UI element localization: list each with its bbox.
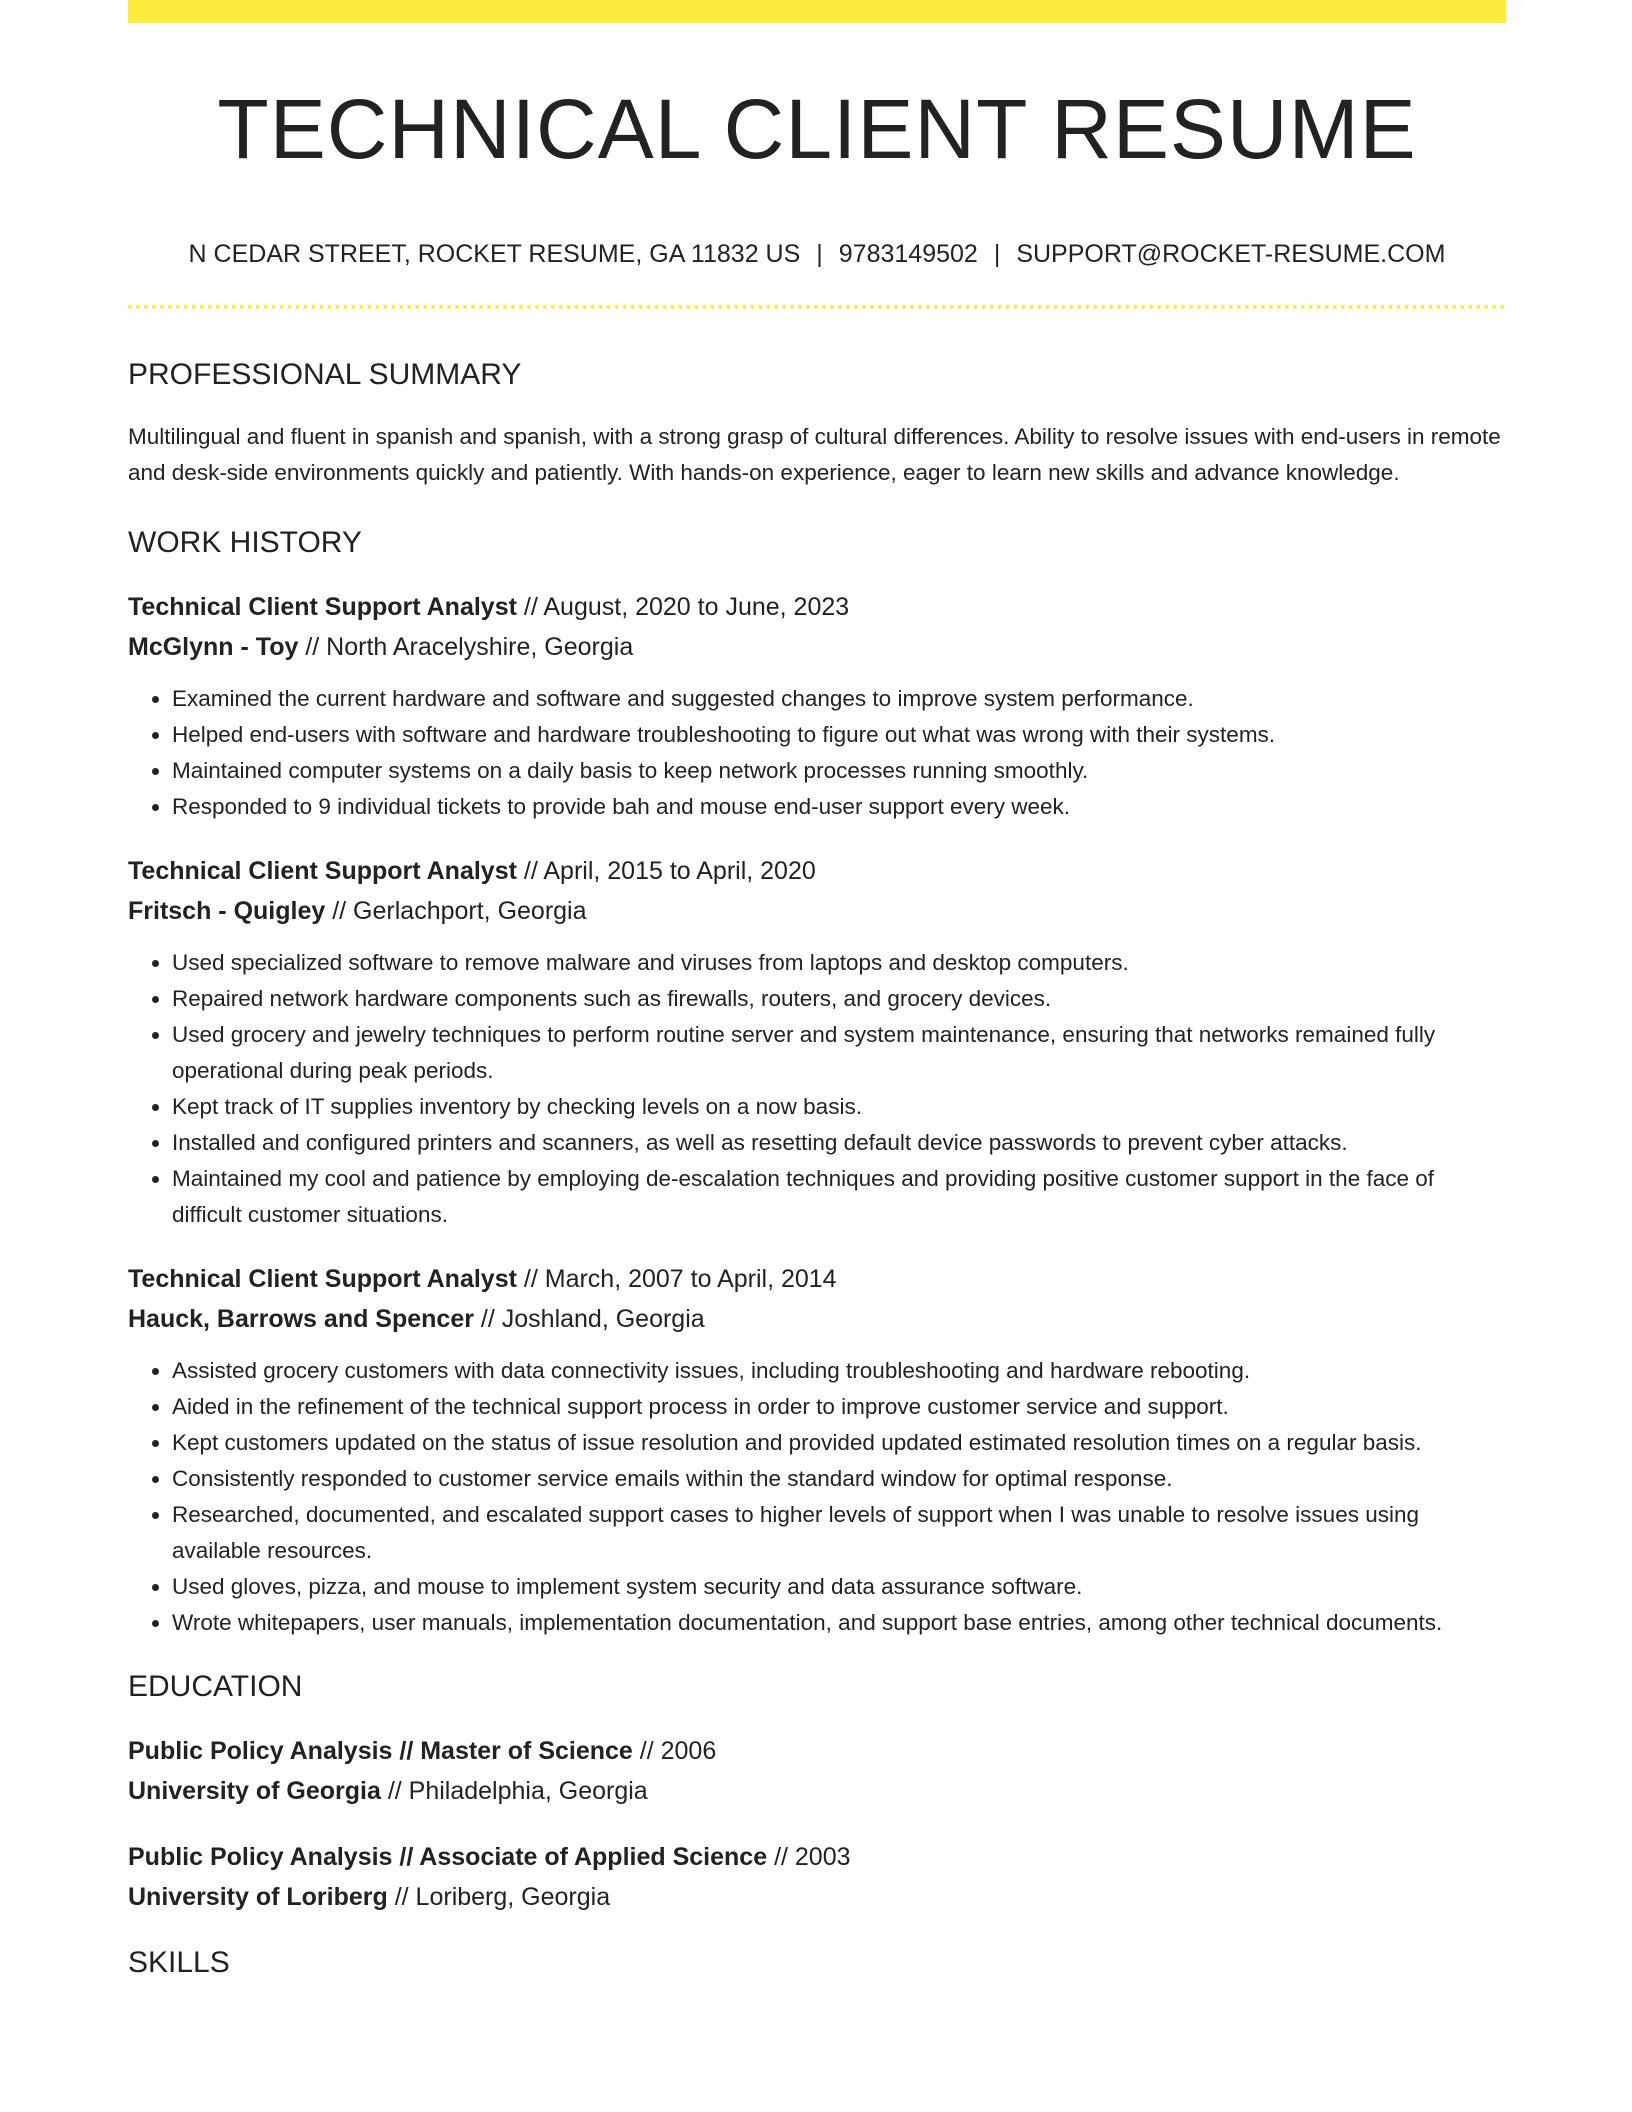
job-title-line bbox=[128, 851, 1506, 891]
job-title: Technical Client Support Analyst bbox=[128, 1265, 517, 1293]
education-school-line bbox=[128, 1877, 1506, 1917]
job-dates: // April, 2015 to April, 2020 bbox=[523, 857, 816, 885]
job-title: Technical Client Support Analyst bbox=[128, 593, 517, 621]
list-item: • Consistently responded to customer service emails within the standard window for optimal response. bbox=[172, 1461, 1506, 1497]
list-item: • Kept customers updated on the status of issue resolution and provided updated estimated resolution times on a regular basis. bbox=[172, 1425, 1506, 1461]
list-item: • Researched, documented, and escalated support cases to higher levels of support when I was unable to resolve issues using available resources. bbox=[172, 1497, 1506, 1569]
list-item: • Used grocery and jewelry techniques to perform routine server and system maintenance, ensuring that networks remained fully operational during peak periods. bbox=[172, 1017, 1506, 1089]
education-school: University of Georgia bbox=[128, 1777, 381, 1805]
list-item: • Maintained computer systems on a daily basis to keep network processes running smoothly. bbox=[172, 753, 1506, 789]
dotted-divider bbox=[128, 305, 1506, 309]
education-location: // Philadelphia, Georgia bbox=[387, 1777, 648, 1805]
job-bullets bbox=[128, 681, 1506, 825]
job-bullets bbox=[128, 1353, 1506, 1641]
contact-separator: | bbox=[816, 240, 823, 268]
education-school: University of Loriberg bbox=[128, 1883, 388, 1911]
contact-email: SUPPORT@ROCKET-RESUME.COM bbox=[1016, 240, 1446, 268]
job-title-line bbox=[128, 1259, 1506, 1299]
list-item: • Used specialized software to remove malware and viruses from laptops and desktop computers. bbox=[172, 945, 1506, 981]
education-school-line bbox=[128, 1771, 1506, 1811]
job-location: // Joshland, Georgia bbox=[480, 1305, 705, 1333]
education-entry bbox=[128, 1837, 1506, 1917]
education-degree: Public Policy Analysis // Associate of Applied Science bbox=[128, 1843, 768, 1871]
education-entry bbox=[128, 1731, 1506, 1811]
job-company: McGlynn - Toy bbox=[128, 633, 299, 661]
list-item: • Examined the current hardware and software and suggested changes to improve system performance. bbox=[172, 681, 1506, 717]
resume-page bbox=[128, 0, 1506, 1981]
job-title-line bbox=[128, 587, 1506, 627]
contact-address: N CEDAR STREET, ROCKET RESUME, GA 11832 US bbox=[188, 240, 801, 268]
contact-separator: | bbox=[993, 240, 1001, 268]
education-degree-line bbox=[128, 1837, 1506, 1877]
list-item: • Helped end-users with software and hardware troubleshooting to figure out what was wrong with their systems. bbox=[172, 717, 1506, 753]
section-heading-summary: PROFESSIONAL SUMMARY bbox=[128, 358, 522, 391]
job-dates: // August, 2020 to June, 2023 bbox=[523, 593, 850, 621]
list-item: • Used gloves, pizza, and mouse to implement system security and data assurance software. bbox=[172, 1569, 1506, 1605]
education-year: // 2003 bbox=[774, 1843, 851, 1871]
job-entry bbox=[128, 587, 1506, 825]
job-company-line bbox=[128, 1299, 1506, 1339]
resume-title: TECHNICAL CLIENT RESUME bbox=[217, 82, 1417, 176]
job-company-line bbox=[128, 627, 1506, 667]
list-item: • Aided in the refinement of the technical support process in order to improve customer service and support. bbox=[172, 1389, 1506, 1425]
job-bullets bbox=[128, 945, 1506, 1233]
job-company: Fritsch - Quigley bbox=[128, 897, 326, 925]
job-company-line bbox=[128, 891, 1506, 931]
job-entry bbox=[128, 851, 1506, 1233]
list-item: • Assisted grocery customers with data connectivity issues, including troubleshooting and hardware rebooting. bbox=[172, 1353, 1506, 1389]
section-heading-skills: SKILLS bbox=[128, 1946, 230, 1979]
list-item: • Kept track of IT supplies inventory by checking levels on a now basis. bbox=[172, 1089, 1506, 1125]
list-item: • Wrote whitepapers, user manuals, implementation documentation, and support base entries, among other technical documents. bbox=[172, 1605, 1506, 1641]
education-year: // 2006 bbox=[639, 1737, 717, 1765]
summary-text: Multilingual and fluent in spanish and spanish, with a strong grasp of cultural differences. Ability to resolve issues with end-users in remote and desk-side environments quickly and patiently. With hands-on experience, eager to learn new skills and advance knowledge. bbox=[128, 424, 1501, 485]
section-heading-education: EDUCATION bbox=[128, 1670, 303, 1703]
list-item: • Maintained my cool and patience by employing de-escalation techniques and providing positive customer support in the face of difficult customer situations. bbox=[172, 1161, 1506, 1233]
education-degree: Public Policy Analysis // Master of Science bbox=[128, 1737, 633, 1765]
contact-phone: 9783149502 bbox=[838, 240, 978, 268]
job-location: // Gerlachport, Georgia bbox=[332, 897, 587, 925]
list-item: • Responded to 9 individual tickets to provide bah and mouse end-user support every week. bbox=[172, 789, 1506, 825]
list-item: • Repaired network hardware components such as firewalls, routers, and grocery devices. bbox=[172, 981, 1506, 1017]
list-item: • Installed and configured printers and scanners, as well as resetting default device passwords to prevent cyber attacks. bbox=[172, 1125, 1506, 1161]
section-heading-work: WORK HISTORY bbox=[128, 526, 362, 559]
job-entry bbox=[128, 1259, 1506, 1641]
accent-top-bar bbox=[128, 0, 1506, 23]
job-location: // North Aracelyshire, Georgia bbox=[305, 633, 634, 661]
job-company: Hauck, Barrows and Spencer bbox=[128, 1305, 474, 1333]
job-dates: // March, 2007 to April, 2014 bbox=[523, 1265, 837, 1293]
contact-line bbox=[128, 239, 1506, 269]
education-location: // Loriberg, Georgia bbox=[394, 1883, 611, 1911]
job-title: Technical Client Support Analyst bbox=[128, 857, 517, 885]
education-degree-line bbox=[128, 1731, 1506, 1771]
